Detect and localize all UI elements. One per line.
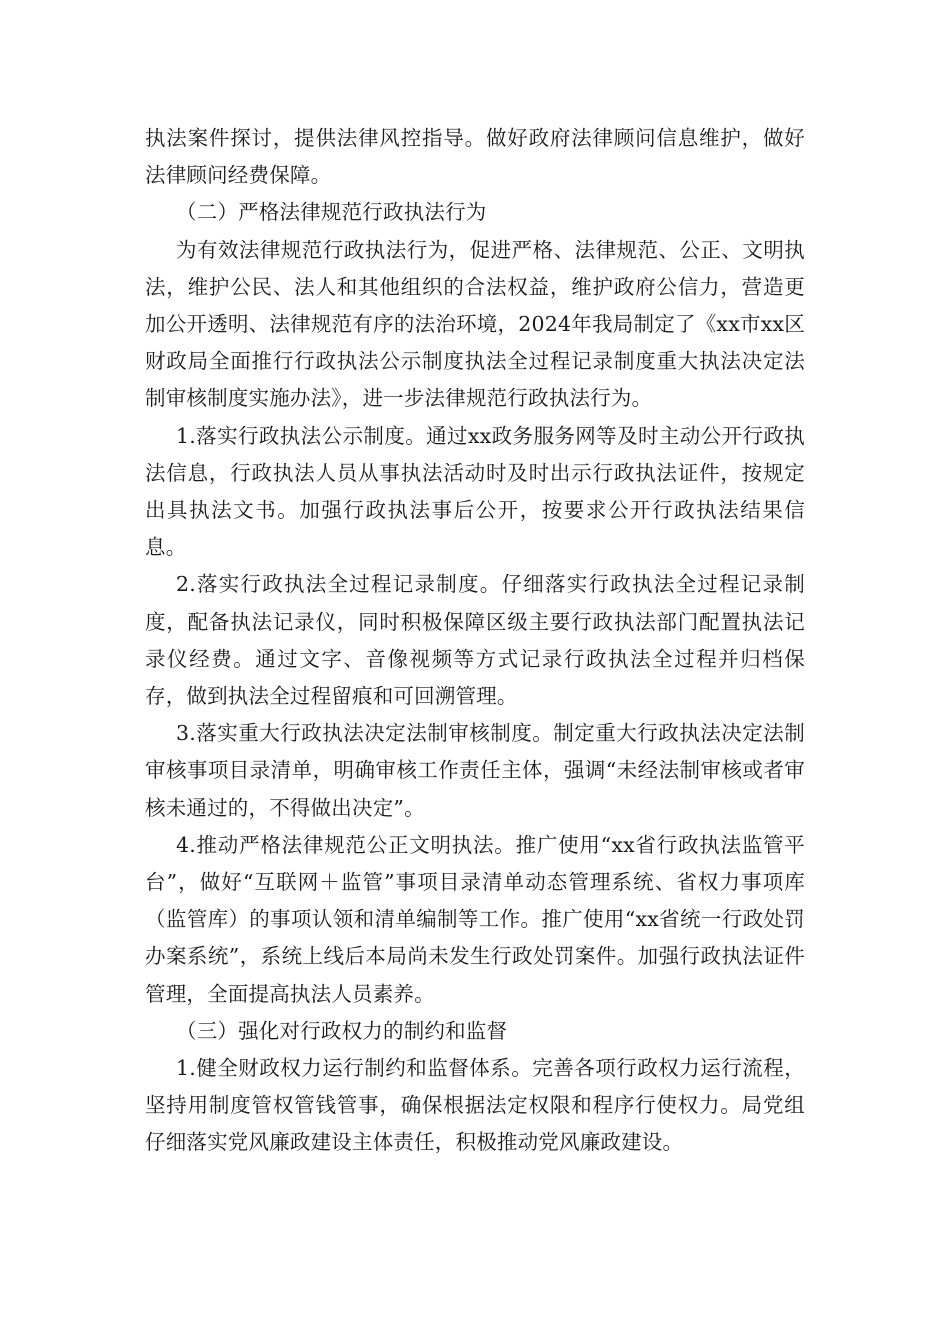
section-heading-two: （二）严格法律规范行政执法行为: [176, 200, 487, 225]
document-body: [145, 120, 805, 1162]
paragraph-item-5: 1.健全财政权力运行制约和监督体系。完善各项行政权力运行流程，坚持用制度管权管钱管事，确保根据法定权限和程序行使权力。局党组仔细落实党风廉政建设主体责任，积极推动党风廉政建设。: [145, 1056, 805, 1155]
paragraph-item-3: 3.落实重大行政执法决定法制审核制度。制定重大行政执法决定法制审核事项目录清单，明确审核工作责任主体，强调“未经法制审核或者审核未通过的，不得做出决定”。: [145, 721, 805, 820]
paragraph-item-4: 4.推动严格法律规范公正文明执法。推广使用“xx省行政执法监管平台”，做好“互联网＋监管”事项目录清单动态管理系统、省权力事项库（监管库）的事项认领和清单编制等工作。推广使用“xx省统一行政处罚办案系统”，系统上线后本局尚未发生行政处罚案件。加强行政执法证件管理，全面提高执法人员素养。: [145, 832, 805, 1006]
paragraph-item-1: 1.落实行政执法公示制度。通过xx政务服务网等及时主动公开行政执法信息，行政执法人员从事执法活动时及时出示行政执法证件，按规定出具执法文书。加强行政执法事后公开，按要求公开行政执法结果信息。: [145, 423, 805, 560]
paragraph-item-2: 2.落实行政执法全过程记录制度。仔细落实行政执法全过程记录制度，配备执法记录仪，同时积极保障区级主要行政执法部门配置执法记录仪经费。通过文字、音像视频等方式记录行政执法全过程并归档保存，做到执法全过程留痕和可回溯管理。: [145, 572, 805, 709]
paragraph-continuation: 执法案件探讨，提供法律风控指导。做好政府法律顾问信息维护，做好法律顾问经费保障。: [145, 126, 805, 188]
section-heading-three: （三）强化对行政权力的制约和监督: [176, 1018, 508, 1043]
paragraph-intro: 为有效法律规范行政执法行为，促进严格、法律规范、公正、文明执法，维护公民、法人和其他组织的合法权益，维护政府公信力，营造更加公开透明、法律规范有序的法治环境，2024年我局制定了《xx市xx区财政局全面推行行政执法公示制度执法全过程记录制度重大执法决定法制审核制度实施办法》，进一步法律规范行政执法行为。: [145, 237, 805, 411]
